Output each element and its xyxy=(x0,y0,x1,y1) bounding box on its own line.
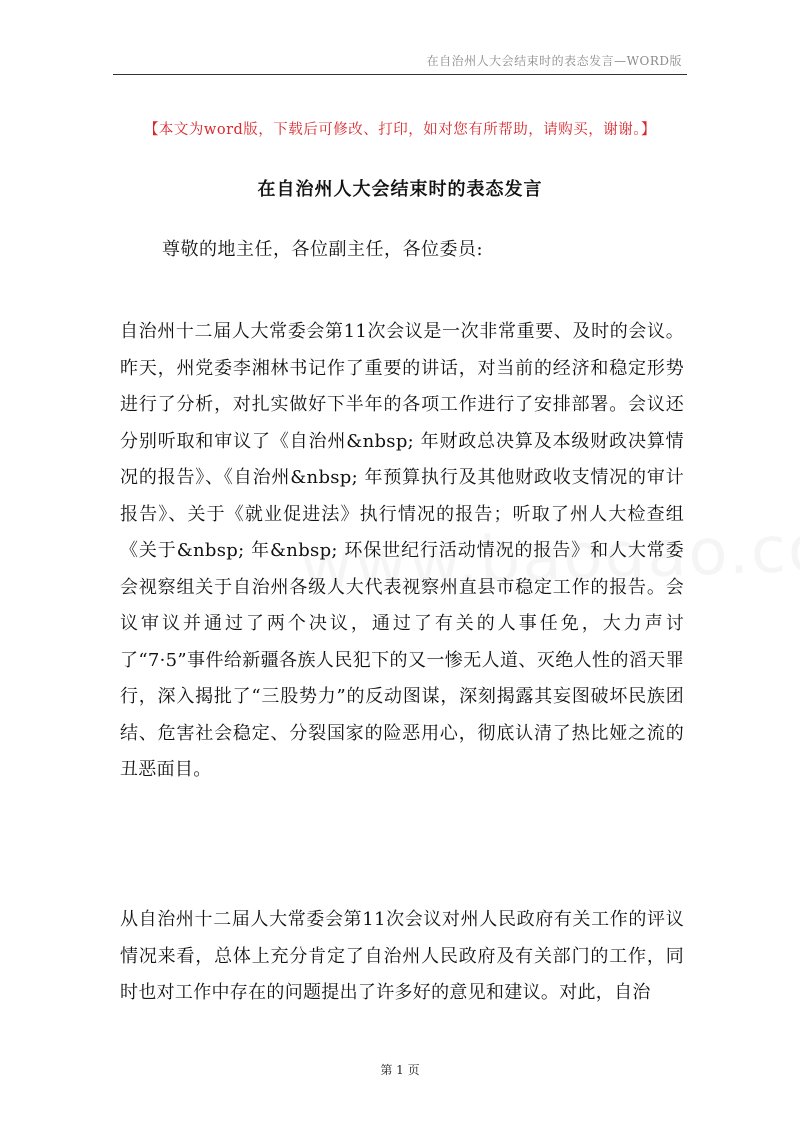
running-header: 在自治州人大会结束时的表态发言—WORD版 xyxy=(426,54,682,68)
header-divider xyxy=(113,74,687,75)
page-number: 第 1 页 xyxy=(380,1063,420,1077)
document-title: 在自治州人大会结束时的表态发言 xyxy=(257,179,543,200)
body-paragraph: 自治州十二届人大常委会第11次会议是一次非常重要、及时的会议。昨天，州党委李湘林书记作了重要的讲话，对当前的经济和稳定形势进行了分析，对扎实做好下半年的各项工作进行了安排部署。会议还分别听取和审议了《自治州&nbsp; 年财政总决算及本级财政决算情况的报告》、《自治州&nbsp; 年预算执行及其他财政收支情况的审计报告》、关于《就业促进法》执行情况的报告；听取了州人大检查组《关于&nbsp; 年&nbsp; 环保世纪行活动情况的报告》和人大常委会视察组关于自治州各级人大代表视察州直县市稳定工作的报告。会议审议并通过了两个决议，通过了有关的人事任免，大力声讨了“7·5”事件给新疆各族人民犯下的又一惨无人道、灭绝人性的滔天罪行，深入揭批了“三股势力”的反动图谋，深刻揭露其妄图破坏民族团结、危害社会稳定、分裂国家的险恶用心，彻底认清了热比娅之流的丑恶面目。 xyxy=(120,321,684,780)
body-paragraph: 从自治州十二届人大常委会第11次会议对州人民政府有关工作的评议情况来看，总体上充分肯定了自治州人民政府及有关部门的工作，同时也对工作中存在的问题提出了许多好的意见和建议。对此，自治 xyxy=(120,909,684,1003)
purchase-notice: 【本文为word版，下载后可修改、打印，如对您有所帮助，请购买，谢谢。】 xyxy=(143,122,657,138)
salutation: 尊敬的地主任，各位副主任，各位委员: xyxy=(162,239,484,260)
